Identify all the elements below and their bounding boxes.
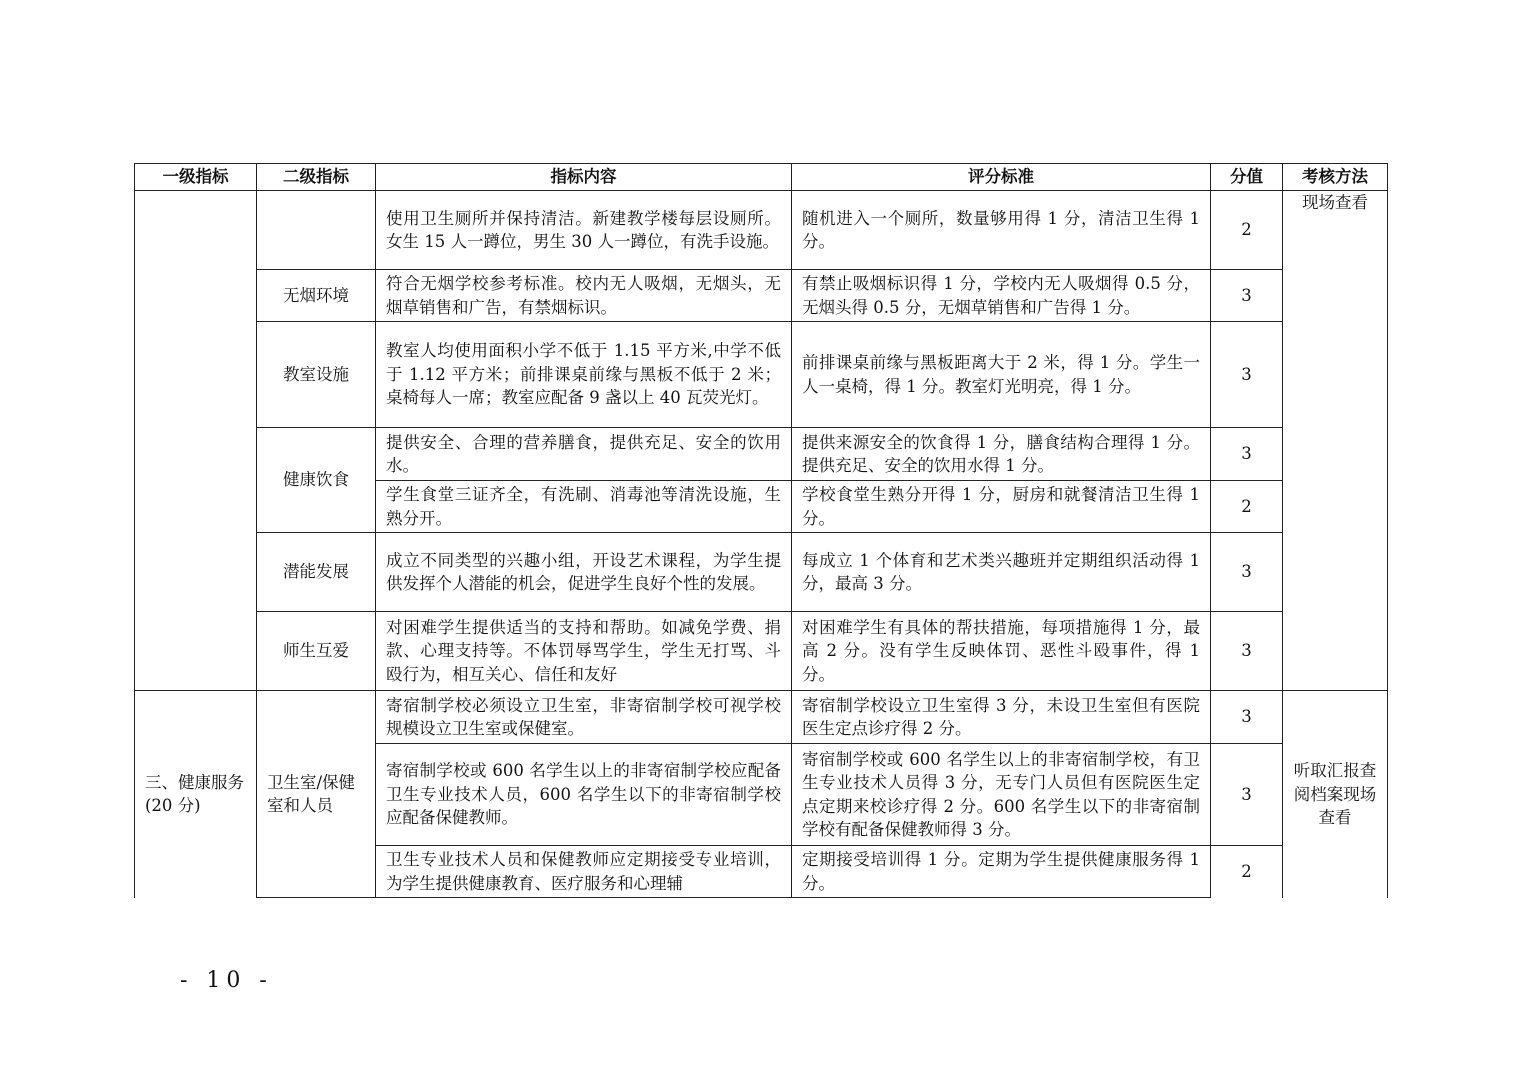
- table-row: [135, 270, 1388, 322]
- method-cell: 现场查看: [1283, 191, 1388, 691]
- content-cell: 符合无烟学校参考标准。校内无人吸烟，无烟头，无烟草销售和广告，有禁烟标识。: [376, 270, 792, 322]
- score-cell: 2: [1211, 191, 1283, 270]
- level1-cell: [135, 191, 257, 691]
- level2-cell: 教室设施: [257, 322, 376, 428]
- content-cell: 寄宿制学校或 600 名学生以上的非寄宿制学校应配备卫生专业技术人员，600 名学生以下的非寄宿制学校应配备保健教师。: [376, 744, 792, 846]
- score-cell: 3: [1211, 270, 1283, 322]
- level2-cell: 健康饮食: [257, 428, 376, 533]
- score-cell: 3: [1211, 612, 1283, 691]
- table-row: [135, 428, 1388, 481]
- header-score: 分值: [1211, 164, 1283, 191]
- content-cell: 提供安全、合理的营养膳食，提供充足、安全的饮用水。: [376, 428, 792, 481]
- score-cell: 2: [1211, 481, 1283, 533]
- level1-cell: 三、健康服务(20 分): [135, 691, 257, 898]
- page-number: - 10 -: [180, 968, 273, 993]
- table-row: [135, 612, 1388, 691]
- criteria-cell: 寄宿制学校或 600 名学生以上的非寄宿制学校，有卫生专业技术人员得 3 分，无专门人员但有医院医生定点定期来校诊疗得 2 分。600 名学生以下的非寄宿制学校有配备保健教师得 3 分。: [792, 744, 1211, 846]
- content-cell: 寄宿制学校必须设立卫生室，非寄宿制学校可视学校规模设立卫生室或保健室。: [376, 691, 792, 744]
- score-cell: 2: [1211, 846, 1283, 898]
- criteria-cell: 对困难学生有具体的帮扶措施，每项措施得 1 分，最高 2 分。没有学生反映体罚、恶性斗殴事件，得 1 分。: [792, 612, 1211, 691]
- level2-cell: 卫生室/保健室和人员: [257, 691, 376, 898]
- content-cell: 使用卫生厕所并保持清洁。新建教学楼每层设厕所。女生 15 人一蹲位，男生 30 人一蹲位，有洗手设施。: [376, 191, 792, 270]
- score-cell: 3: [1211, 533, 1283, 612]
- table-row: [135, 191, 1388, 270]
- content-cell: 对困难学生提供适当的支持和帮助。如减免学费、捐款、心理支持等。不体罚辱骂学生，学生无打骂、斗殴行为，相互关心、信任和友好: [376, 612, 792, 691]
- header-level2: 二级指标: [257, 164, 376, 191]
- table-row: [135, 691, 1388, 744]
- score-cell: 3: [1211, 691, 1283, 744]
- method-cell: 听取汇报查阅档案现场查看: [1283, 691, 1388, 898]
- content-cell: 卫生专业技术人员和保健教师应定期接受专业培训，为学生提供健康教育、医疗服务和心理辅: [376, 846, 792, 898]
- score-cell: 3: [1211, 428, 1283, 481]
- table-header-row: [135, 164, 1388, 191]
- table-row: [135, 533, 1388, 612]
- score-cell: 3: [1211, 322, 1283, 428]
- level2-cell: 无烟环境: [257, 270, 376, 322]
- criteria-cell: 寄宿制学校设立卫生室得 3 分，未设卫生室但有医院医生定点诊疗得 2 分。: [792, 691, 1211, 744]
- level2-cell: [257, 191, 376, 270]
- criteria-cell: 学校食堂生熟分开得 1 分，厨房和就餐清洁卫生得 1 分。: [792, 481, 1211, 533]
- criteria-cell: 定期接受培训得 1 分。定期为学生提供健康服务得 1 分。: [792, 846, 1211, 898]
- criteria-cell: 提供来源安全的饮食得 1 分，膳食结构合理得 1 分。提供充足、安全的饮用水得 1 分。: [792, 428, 1211, 481]
- header-criteria: 评分标准: [792, 164, 1211, 191]
- content-cell: 教室人均使用面积小学不低于 1.15 平方米,中学不低于 1.12 平方米；前排课桌前缘与黑板不低于 2 米；桌椅每人一席；教室应配备 9 盏以上 40 瓦荧光灯。: [376, 322, 792, 428]
- criteria-cell: 每成立 1 个体育和艺术类兴趣班并定期组织活动得 1 分，最高 3 分。: [792, 533, 1211, 612]
- table-row: [135, 322, 1388, 428]
- level2-cell: 潜能发展: [257, 533, 376, 612]
- header-method: 考核方法: [1283, 164, 1388, 191]
- header-content: 指标内容: [376, 164, 792, 191]
- criteria-cell: 前排课桌前缘与黑板距离大于 2 米，得 1 分。学生一人一桌椅，得 1 分。教室灯光明亮，得 1 分。: [792, 322, 1211, 428]
- score-cell: 3: [1211, 744, 1283, 846]
- content-cell: 学生食堂三证齐全，有洗刷、消毒池等清洗设施，生熟分开。: [376, 481, 792, 533]
- criteria-cell: 有禁止吸烟标识得 1 分，学校内无人吸烟得 0.5 分，无烟头得 0.5 分，无烟草销售和广告得 1 分。: [792, 270, 1211, 322]
- content-cell: 成立不同类型的兴趣小组，开设艺术课程，为学生提供发挥个人潜能的机会，促进学生良好个性的发展。: [376, 533, 792, 612]
- header-level1: 一级指标: [135, 164, 257, 191]
- criteria-cell: 随机进入一个厕所，数量够用得 1 分，清洁卫生得 1 分。: [792, 191, 1211, 270]
- level2-cell: 师生互爱: [257, 612, 376, 691]
- evaluation-table: [134, 163, 1388, 898]
